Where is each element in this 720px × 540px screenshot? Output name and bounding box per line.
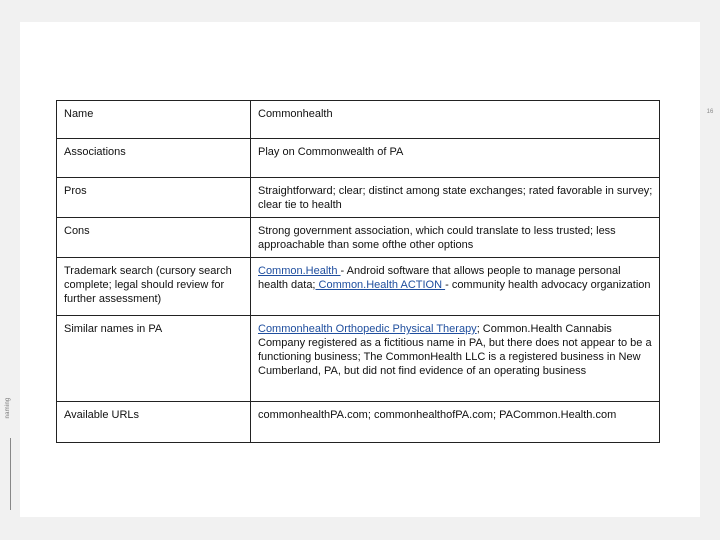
row-value: Straightforward; clear; distinct among state exchanges; rated favorable in survey; clear tie to health xyxy=(251,178,660,218)
row-value: Play on Commonwealth of PA xyxy=(251,139,660,178)
row-label: Associations xyxy=(57,139,251,178)
link-description: - Android software that allows people to manage personal health data; xyxy=(258,265,621,291)
table-row xyxy=(57,178,660,218)
page-number: 16 xyxy=(706,109,714,115)
table-row xyxy=(57,258,660,316)
table-row xyxy=(57,402,660,443)
row-label: Similar names in PA xyxy=(57,316,251,402)
row-value: Commonhealth xyxy=(251,101,660,139)
row-label: Cons xyxy=(57,218,251,258)
row-value: commonhealthPA.com; commonhealthofPA.com; PACommon.Health.com xyxy=(251,402,660,443)
table-row xyxy=(57,316,660,402)
row-label: Name xyxy=(57,101,251,139)
link-description: ; Common.Health Cannabis Company registered as a fictitious name in PA, but there does not appear to be a functioning business; The CommonHealth LLC is a registered business in New Cumberland, PA, but did not find evidence of an operating business xyxy=(258,323,652,377)
link-description: - community health advocacy organization xyxy=(445,279,651,291)
commonhealth-orthopedic-link[interactable]: Commonhealth Orthopedic Physical Therapy xyxy=(258,323,477,335)
row-value xyxy=(251,316,660,402)
row-value: Strong government association, which could translate to less trusted; less approachable than some ofthe other options xyxy=(251,218,660,258)
common-health-action-link[interactable]: Common.Health ACTION xyxy=(315,279,446,291)
section-label: naming xyxy=(5,397,11,419)
row-label: Pros xyxy=(57,178,251,218)
common-health-link[interactable]: Common.Health xyxy=(258,265,341,277)
row-value xyxy=(251,258,660,316)
side-divider xyxy=(10,438,11,510)
row-label: Available URLs xyxy=(57,402,251,443)
row-label: Trademark search (cursory search complete; legal should review for further assessment) xyxy=(57,258,251,316)
table-row xyxy=(57,139,660,178)
name-evaluation-table xyxy=(56,100,660,443)
table-row xyxy=(57,218,660,258)
table-row xyxy=(57,101,660,139)
